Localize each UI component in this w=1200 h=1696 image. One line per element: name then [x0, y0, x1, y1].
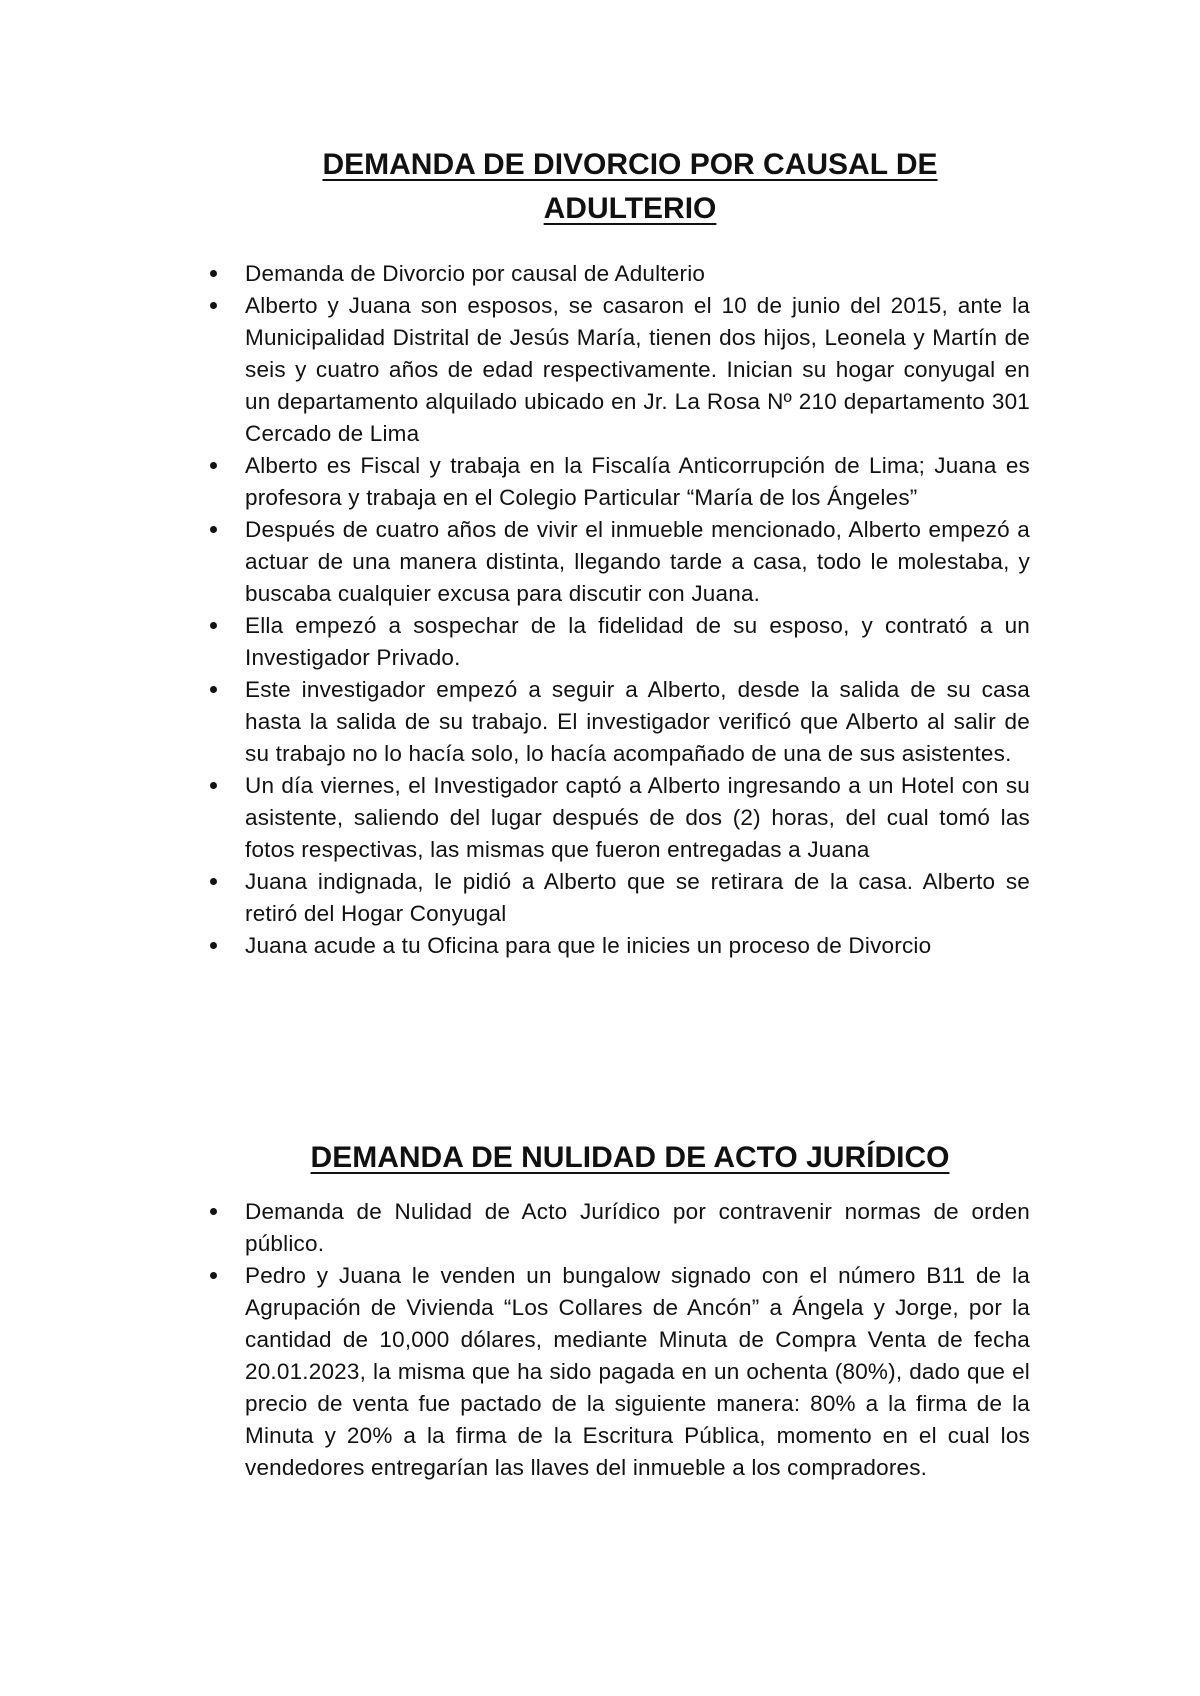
section-title-divorcio [200, 143, 1060, 231]
bullet-icon [210, 302, 217, 309]
divorcio-bullet-list [245, 258, 1030, 962]
list-item-text: Pedro y Juana le venden un bungalow signado con el número B11 de la Agrupación de Vivienda “Los Collares de Ancón” a Ángela y Jorge, por la cantidad de 10,000 dólares, mediante Minuta de Compra Venta de fecha 20.01.2023, la misma que ha sido pagada en un ochenta (80%), dado que el precio de venta fue pactado de la siguiente manera: 80% a la firma de la Minuta y 20% a la firma de la Escritura Pública, momento en el cual los vendedores entregarían las llaves del inmueble a los compradores. [245, 1263, 1030, 1480]
section-title-line: DEMANDA DE DIVORCIO POR CAUSAL DE [322, 148, 938, 181]
bullet-icon [210, 1272, 217, 1279]
list-item-text: Este investigador empezó a seguir a Alberto, desde la salida de su casa hasta la salida de su trabajo. El investigador verificó que Alberto al salir de su trabajo no lo hacía solo, lo hacía acompañado de una de sus asistentes. [245, 677, 1030, 766]
list-item [245, 290, 1030, 450]
list-item [245, 610, 1030, 674]
bullet-icon [210, 1208, 217, 1215]
section-title-line: DEMANDA DE NULIDAD DE ACTO JURÍDICO [310, 1141, 950, 1174]
list-item-text: Demanda de Divorcio por causal de Adulterio [245, 261, 706, 286]
bullet-icon [210, 270, 217, 277]
section-title-line: ADULTERIO [543, 192, 717, 225]
section-title-nulidad [200, 1136, 1060, 1180]
list-item-text: Juana indignada, le pidió a Alberto que se retirara de la casa. Alberto se retiró del Hogar Conyugal [245, 869, 1030, 926]
list-item-text: Demanda de Nulidad de Acto Jurídico por contravenir normas de orden público. [245, 1199, 1030, 1256]
list-item [245, 674, 1030, 770]
list-item [245, 258, 1030, 290]
list-item-text: Ella empezó a sospechar de la fidelidad de su esposo, y contrató a un Investigador Privado. [245, 613, 1030, 670]
list-item [245, 930, 1030, 962]
bullet-icon [210, 526, 217, 533]
bullet-icon [210, 686, 217, 693]
list-item-text: Alberto y Juana son esposos, se casaron el 10 de junio del 2015, ante la Municipalidad Distrital de Jesús María, tienen dos hijos, Leonela y Martín de seis y cuatro años de edad respectivamente. Inician su hogar conyugal en un departamento alquilado ubicado en Jr. La Rosa Nº 210 departamento 301 Cercado de Lima [245, 293, 1030, 446]
bullet-icon [210, 782, 217, 789]
bullet-icon [210, 462, 217, 469]
list-item-text: Alberto es Fiscal y trabaja en la Fiscalía Anticorrupción de Lima; Juana es profesora y trabaja en el Colegio Particular “María de los Ángeles” [245, 453, 1030, 510]
list-item-text: Después de cuatro años de vivir el inmueble mencionado, Alberto empezó a actuar de una manera distinta, llegando tarde a casa, todo le molestaba, y buscaba cualquier excusa para discutir con Juana. [245, 517, 1030, 606]
list-item-text: Un día viernes, el Investigador captó a Alberto ingresando a un Hotel con su asistente, saliendo del lugar después de dos (2) horas, del cual tomó las fotos respectivas, las mismas que fueron entregadas a Juana [245, 773, 1030, 862]
list-item [245, 770, 1030, 866]
list-item-text: Juana acude a tu Oficina para que le inicies un proceso de Divorcio [245, 933, 932, 958]
bullet-icon [210, 622, 217, 629]
bullet-icon [210, 878, 217, 885]
nulidad-bullet-list [245, 1196, 1030, 1484]
list-item [245, 1196, 1030, 1260]
bullet-icon [210, 942, 217, 949]
list-item [245, 866, 1030, 930]
list-item [245, 514, 1030, 610]
list-item [245, 1260, 1030, 1484]
list-item [245, 450, 1030, 514]
